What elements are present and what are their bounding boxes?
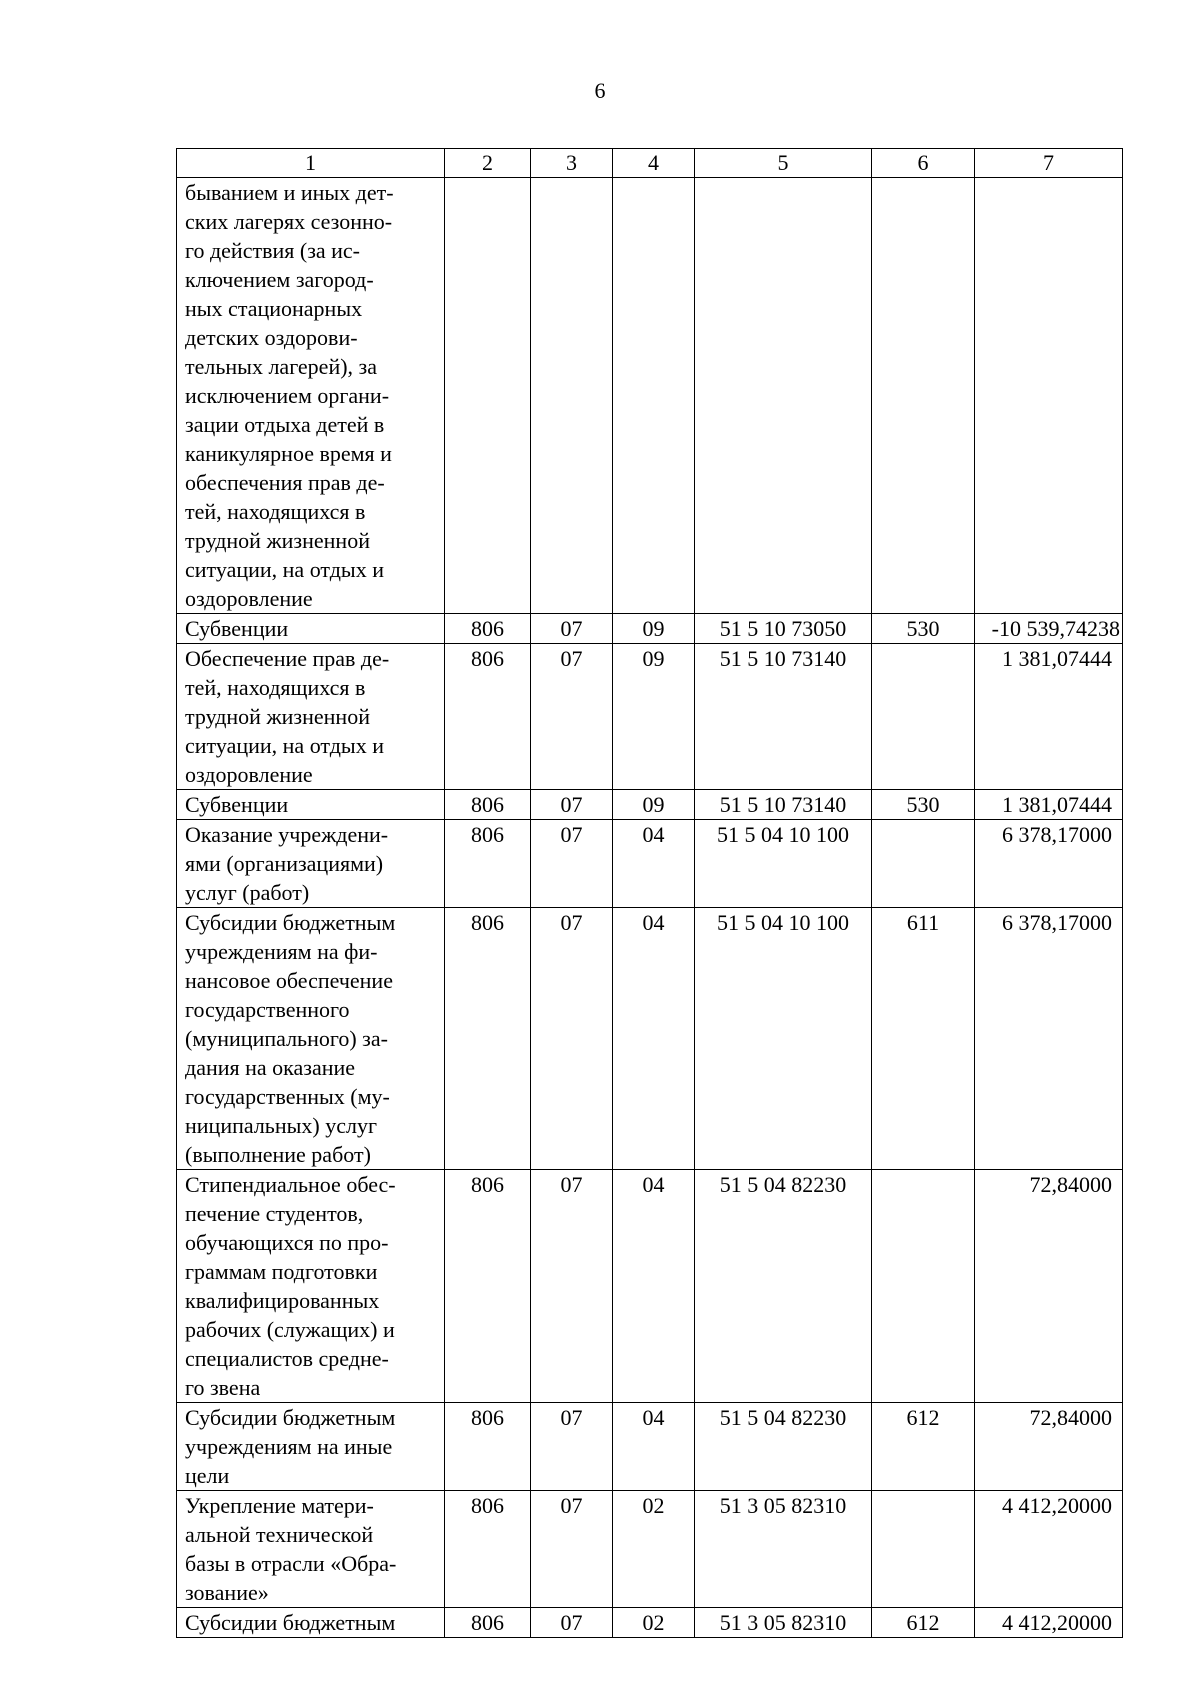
row-col2-cell xyxy=(445,178,531,614)
row-col6-cell xyxy=(872,178,975,614)
row-col2-cell: 806 xyxy=(445,1491,531,1608)
row-col7-cell: 72,84000 xyxy=(975,1170,1123,1403)
row-col6-cell xyxy=(872,820,975,908)
row-col3-cell: 07 xyxy=(531,908,613,1170)
row-col5-cell: 51 5 10 73140 xyxy=(695,644,872,790)
row-col6-cell: 530 xyxy=(872,614,975,644)
table-row xyxy=(177,1170,1123,1403)
row-col7-cell: 6 378,17000 xyxy=(975,908,1123,1170)
row-col3-cell: 07 xyxy=(531,614,613,644)
table-row xyxy=(177,644,1123,790)
table-row xyxy=(177,1403,1123,1491)
table-row xyxy=(177,790,1123,820)
row-col3-cell: 07 xyxy=(531,1170,613,1403)
row-col4-cell: 04 xyxy=(613,1170,695,1403)
row-col3-cell: 07 xyxy=(531,644,613,790)
header-cell-2: 2 xyxy=(445,149,531,178)
row-col6-cell xyxy=(872,1170,975,1403)
row-col5-cell: 51 5 04 10 100 xyxy=(695,820,872,908)
row-col2-cell: 806 xyxy=(445,1170,531,1403)
row-col5-cell: 51 5 10 73050 xyxy=(695,614,872,644)
table-body xyxy=(177,149,1123,1638)
table-row xyxy=(177,1491,1123,1608)
row-name-cell: Стипендиальное обес- печение студентов, обучающихся по про- граммам подготовки квалифицированных рабочих (служащих) и специалистов средне- го звена xyxy=(177,1170,445,1403)
row-col7-cell: 4 412,20000 xyxy=(975,1491,1123,1608)
row-col4-cell: 02 xyxy=(613,1608,695,1638)
row-col4-cell: 09 xyxy=(613,614,695,644)
row-name-cell: Субсидии бюджетным xyxy=(177,1608,445,1638)
table-row xyxy=(177,1608,1123,1638)
header-row xyxy=(177,149,1123,178)
row-name-cell: Субсидии бюджетным учреждениям на фи- нансовое обеспечение государственного (муниципального) за- дания на оказание государственных (му- ниципальных) услуг (выполнение работ) xyxy=(177,908,445,1170)
page-number: 6 xyxy=(594,78,606,103)
table-row xyxy=(177,614,1123,644)
row-col3-cell: 07 xyxy=(531,820,613,908)
row-col3-cell: 07 xyxy=(531,1403,613,1491)
row-col7-cell: -10 539,74238 xyxy=(975,614,1123,644)
header-cell-7: 7 xyxy=(975,149,1123,178)
row-col2-cell: 806 xyxy=(445,1403,531,1491)
row-col6-cell: 530 xyxy=(872,790,975,820)
row-col7-cell: 1 381,07444 xyxy=(975,644,1123,790)
row-col3-cell: 07 xyxy=(531,790,613,820)
row-col4-cell: 09 xyxy=(613,790,695,820)
row-col2-cell: 806 xyxy=(445,820,531,908)
row-col5-cell: 51 5 04 10 100 xyxy=(695,908,872,1170)
table-row xyxy=(177,178,1123,614)
row-col5-cell: 51 5 10 73140 xyxy=(695,790,872,820)
row-col6-cell: 611 xyxy=(872,908,975,1170)
row-name-cell: Укрепление матери- альной технической базы в отрасли «Обра- зование» xyxy=(177,1491,445,1608)
row-col4-cell: 04 xyxy=(613,908,695,1170)
row-col4-cell: 04 xyxy=(613,1403,695,1491)
row-name-cell: Субсидии бюджетным учреждениям на иные цели xyxy=(177,1403,445,1491)
row-col6-cell xyxy=(872,644,975,790)
row-col7-cell: 72,84000 xyxy=(975,1403,1123,1491)
row-col2-cell: 806 xyxy=(445,614,531,644)
row-col6-cell xyxy=(872,1491,975,1608)
row-col5-cell: 51 5 04 82230 xyxy=(695,1170,872,1403)
header-cell-5: 5 xyxy=(695,149,872,178)
table-row xyxy=(177,820,1123,908)
header-cell-4: 4 xyxy=(613,149,695,178)
row-col6-cell: 612 xyxy=(872,1403,975,1491)
row-col7-cell: 1 381,07444 xyxy=(975,790,1123,820)
row-name-cell: Субвенции xyxy=(177,790,445,820)
row-col7-cell xyxy=(975,178,1123,614)
row-col5-cell: 51 3 05 82310 xyxy=(695,1491,872,1608)
row-col3-cell: 07 xyxy=(531,1608,613,1638)
row-col2-cell: 806 xyxy=(445,1608,531,1638)
header-cell-3: 3 xyxy=(531,149,613,178)
budget-table xyxy=(176,148,1123,1638)
row-name-cell: Субвенции xyxy=(177,614,445,644)
row-col4-cell xyxy=(613,178,695,614)
row-col5-cell: 51 3 05 82310 xyxy=(695,1608,872,1638)
row-col4-cell: 02 xyxy=(613,1491,695,1608)
header-cell-6: 6 xyxy=(872,149,975,178)
row-name-cell: Оказание учреждени- ями (организациями) услуг (работ) xyxy=(177,820,445,908)
row-col2-cell: 806 xyxy=(445,908,531,1170)
row-col6-cell: 612 xyxy=(872,1608,975,1638)
row-name-cell: Обеспечение прав де- тей, находящихся в трудной жизненной ситуации, на отдых и оздоровление xyxy=(177,644,445,790)
row-col2-cell: 806 xyxy=(445,790,531,820)
row-name-cell: быванием и иных дет- ских лагерях сезонно- го действия (за ис- ключением загород- ных стационарных детских оздорови- тельных лагерей), за исключением органи- зации отдыха детей в каникулярное время и обеспечения прав де- тей, находящихся в трудной жизненной ситуации, на отдых и оздоровление xyxy=(177,178,445,614)
row-col2-cell: 806 xyxy=(445,644,531,790)
table-row xyxy=(177,908,1123,1170)
row-col5-cell: 51 5 04 82230 xyxy=(695,1403,872,1491)
row-col3-cell xyxy=(531,178,613,614)
row-col7-cell: 6 378,17000 xyxy=(975,820,1123,908)
row-col4-cell: 09 xyxy=(613,644,695,790)
row-col7-cell: 4 412,20000 xyxy=(975,1608,1123,1638)
header-cell-1: 1 xyxy=(177,149,445,178)
row-col4-cell: 04 xyxy=(613,820,695,908)
row-col3-cell: 07 xyxy=(531,1491,613,1608)
row-col5-cell xyxy=(695,178,872,614)
